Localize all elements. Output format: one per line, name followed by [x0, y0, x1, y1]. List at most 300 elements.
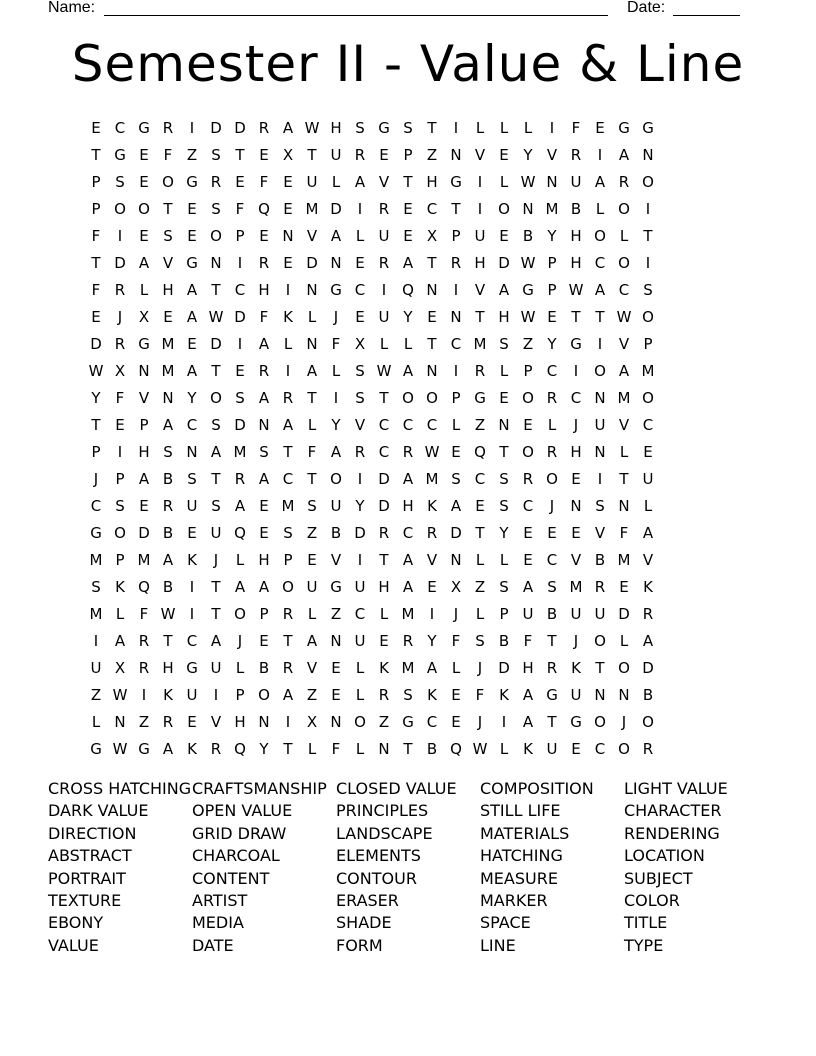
grid-letter: O — [210, 388, 222, 407]
name-blank — [104, 15, 608, 16]
grid-letter: P — [139, 415, 149, 434]
grid-letter: E — [523, 415, 533, 434]
grid-letter: H — [258, 280, 270, 299]
grid-letter: L — [619, 442, 629, 461]
grid-letter: U — [594, 604, 606, 623]
grid-letter: Q — [450, 739, 462, 758]
grid-letter: R — [138, 631, 150, 650]
grid-letter: C — [90, 496, 102, 515]
grid-letter: J — [477, 712, 483, 731]
date-blank — [673, 15, 740, 16]
grid-letter: O — [114, 199, 126, 218]
grid-letter: B — [594, 550, 606, 569]
grid-letter: I — [141, 685, 147, 704]
grid-letter: N — [426, 361, 438, 380]
grid-letter: A — [642, 523, 654, 542]
word-list-item: CLOSED VALUE — [336, 779, 457, 798]
grid-letter: U — [330, 145, 342, 164]
grid-letter: V — [618, 415, 630, 434]
grid-letter: T — [283, 631, 293, 650]
grid-letter: U — [378, 226, 390, 245]
grid-letter: S — [187, 469, 197, 488]
grid-letter: U — [210, 658, 222, 677]
grid-letter: E — [379, 631, 389, 650]
grid-letter: E — [283, 253, 293, 272]
letter-grid — [84, 114, 732, 762]
grid-letter: F — [523, 631, 533, 650]
grid-letter: J — [237, 631, 243, 650]
grid-letter: V — [162, 253, 174, 272]
grid-letter: H — [162, 280, 174, 299]
grid-letter: S — [475, 631, 485, 650]
grid-letter: G — [138, 334, 150, 353]
grid-letter: S — [115, 496, 125, 515]
word-list-item: TYPE — [624, 935, 664, 955]
grid-letter: S — [403, 118, 413, 137]
grid-letter: G — [618, 118, 630, 137]
grid-letter: L — [355, 658, 365, 677]
grid-letter: E — [331, 658, 341, 677]
grid-letter: F — [307, 442, 317, 461]
grid-letter: L — [403, 334, 413, 353]
word-list-item: LIGHT VALUE — [624, 779, 728, 798]
grid-row — [84, 303, 732, 330]
grid-letter: W — [304, 118, 320, 137]
grid-letter: I — [117, 442, 123, 461]
grid-letter: A — [186, 307, 198, 326]
grid-letter: B — [162, 469, 174, 488]
grid-letter: N — [618, 685, 630, 704]
grid-letter: R — [546, 388, 558, 407]
grid-letter: T — [307, 388, 317, 407]
grid-letter: W — [520, 172, 536, 191]
grid-letter: I — [477, 172, 483, 191]
grid-letter: M — [473, 334, 487, 353]
grid-letter: E — [523, 550, 533, 569]
grid-letter: R — [114, 280, 126, 299]
grid-letter: T — [619, 469, 629, 488]
grid-letter: V — [378, 172, 390, 191]
grid-letter: G — [90, 739, 102, 758]
grid-row — [84, 114, 732, 141]
grid-letter: L — [355, 685, 365, 704]
grid-letter: D — [306, 253, 318, 272]
grid-letter: J — [549, 496, 555, 515]
grid-letter: Y — [355, 496, 365, 515]
word-list-item: LINE — [480, 935, 516, 955]
grid-letter: R — [162, 712, 174, 731]
grid-letter: G — [546, 685, 558, 704]
grid-letter: U — [570, 604, 582, 623]
grid-letter: T — [595, 307, 605, 326]
grid-letter: E — [619, 577, 629, 596]
grid-letter: I — [189, 118, 195, 137]
grid-letter: W — [616, 307, 632, 326]
grid-letter: O — [642, 712, 654, 731]
grid-letter: A — [186, 280, 198, 299]
grid-letter: C — [426, 415, 438, 434]
grid-row — [84, 627, 732, 654]
grid-row — [84, 654, 732, 681]
grid-letter: Z — [522, 334, 534, 353]
grid-row — [84, 708, 732, 735]
grid-letter: T — [475, 307, 485, 326]
grid-letter: A — [642, 631, 654, 650]
grid-letter: I — [333, 388, 339, 407]
word-list-item: CONTENT — [192, 868, 270, 888]
page-title: Semester II - Value & Line — [71, 35, 745, 93]
word-list-item: PRINCIPLES — [336, 801, 429, 821]
grid-letter: T — [211, 361, 221, 380]
grid-letter: Q — [234, 739, 246, 758]
grid-letter: E — [163, 307, 173, 326]
grid-letter: E — [427, 577, 437, 596]
grid-letter: O — [618, 253, 630, 272]
grid-letter: I — [597, 469, 603, 488]
grid-letter: A — [306, 631, 318, 650]
grid-letter: O — [642, 307, 654, 326]
grid-letter: V — [546, 145, 558, 164]
grid-letter: B — [330, 523, 342, 542]
grid-letter: I — [501, 712, 507, 731]
grid-letter: H — [474, 253, 486, 272]
grid-letter: Z — [138, 712, 150, 731]
grid-letter: D — [210, 118, 222, 137]
grid-letter: W — [424, 442, 440, 461]
grid-letter: E — [139, 496, 149, 515]
grid-letter: B — [546, 604, 558, 623]
grid-letter: L — [619, 631, 629, 650]
grid-letter: C — [354, 280, 366, 299]
grid-letter: K — [187, 739, 197, 758]
grid-letter: R — [546, 658, 558, 677]
grid-letter: P — [451, 226, 461, 245]
grid-letter: K — [187, 550, 197, 569]
grid-letter: I — [477, 199, 483, 218]
grid-row — [84, 681, 732, 708]
grid-letter: O — [522, 388, 534, 407]
grid-letter: R — [378, 253, 390, 272]
grid-letter: P — [547, 280, 557, 299]
grid-letter: X — [354, 334, 366, 353]
grid-letter: L — [499, 739, 509, 758]
grid-letter: L — [283, 334, 293, 353]
grid-letter: E — [139, 226, 149, 245]
grid-letter: B — [522, 226, 534, 245]
grid-letter: S — [283, 523, 293, 542]
grid-row — [84, 195, 732, 222]
word-list-item: MATERIALS — [480, 823, 570, 843]
grid-row — [84, 519, 732, 546]
grid-letter: F — [619, 523, 629, 542]
grid-letter: L — [355, 226, 365, 245]
grid-row — [84, 735, 732, 762]
grid-letter: U — [330, 496, 342, 515]
grid-letter: N — [450, 145, 462, 164]
grid-letter: E — [259, 631, 269, 650]
grid-letter: D — [450, 523, 462, 542]
grid-letter: C — [426, 199, 438, 218]
grid-letter: M — [233, 442, 247, 461]
grid-letter: T — [283, 442, 293, 461]
grid-letter: N — [210, 253, 222, 272]
grid-letter: N — [162, 388, 174, 407]
grid-letter: E — [259, 145, 269, 164]
grid-letter: T — [643, 226, 653, 245]
grid-letter: R — [450, 253, 462, 272]
grid-letter: L — [139, 280, 149, 299]
grid-letter: T — [595, 658, 605, 677]
grid-letter: Z — [90, 685, 102, 704]
grid-letter: V — [306, 658, 318, 677]
grid-letter: T — [427, 334, 437, 353]
grid-letter: E — [283, 172, 293, 191]
word-list-item: RENDERING — [624, 823, 720, 843]
grid-letter: L — [523, 118, 533, 137]
grid-letter: L — [307, 739, 317, 758]
grid-letter: I — [597, 334, 603, 353]
grid-letter: H — [378, 577, 390, 596]
grid-letter: S — [163, 442, 173, 461]
grid-letter: L — [451, 415, 461, 434]
word-list-item: VALUE — [48, 935, 99, 955]
grid-letter: D — [234, 415, 246, 434]
grid-letter: A — [258, 469, 270, 488]
grid-letter: V — [570, 550, 582, 569]
grid-letter: A — [594, 172, 606, 191]
grid-letter: F — [475, 685, 485, 704]
grid-letter: N — [258, 415, 270, 434]
grid-letter: S — [499, 469, 509, 488]
grid-letter: S — [211, 145, 221, 164]
grid-letter: R — [642, 604, 654, 623]
grid-letter: U — [594, 415, 606, 434]
grid-letter: H — [402, 496, 414, 515]
grid-letter: L — [331, 361, 341, 380]
grid-letter: S — [211, 415, 221, 434]
grid-letter: M — [89, 550, 103, 569]
grid-letter: G — [450, 172, 462, 191]
grid-letter: A — [306, 361, 318, 380]
grid-letter: Q — [402, 280, 414, 299]
grid-letter: N — [498, 415, 510, 434]
grid-letter: R — [378, 685, 390, 704]
grid-letter: O — [594, 361, 606, 380]
grid-letter: I — [453, 361, 459, 380]
grid-row — [84, 411, 732, 438]
grid-letter: A — [282, 118, 294, 137]
grid-letter: G — [330, 280, 342, 299]
grid-letter: N — [114, 712, 126, 731]
grid-row — [84, 573, 732, 600]
grid-letter: N — [522, 199, 534, 218]
grid-letter: D — [378, 469, 390, 488]
grid-letter: A — [498, 280, 510, 299]
grid-letter: T — [499, 442, 509, 461]
word-list-item: FORM — [336, 935, 383, 955]
grid-letter: F — [139, 604, 149, 623]
grid-letter: E — [379, 145, 389, 164]
grid-letter: H — [330, 118, 342, 137]
grid-letter: D — [354, 523, 366, 542]
grid-letter: L — [595, 199, 605, 218]
grid-letter: S — [211, 199, 221, 218]
grid-row — [84, 546, 732, 573]
grid-letter: C — [450, 334, 462, 353]
grid-letter: O — [258, 685, 270, 704]
grid-letter: W — [520, 253, 536, 272]
word-list-item: MEASURE — [480, 868, 558, 888]
grid-letter: V — [474, 145, 486, 164]
grid-row — [84, 249, 732, 276]
grid-letter: E — [307, 550, 317, 569]
grid-letter: G — [570, 712, 582, 731]
grid-letter: I — [117, 226, 123, 245]
grid-letter: C — [594, 739, 606, 758]
grid-letter: S — [499, 496, 509, 515]
grid-letter: D — [642, 658, 654, 677]
grid-letter: Y — [259, 739, 269, 758]
grid-letter: C — [378, 415, 390, 434]
grid-letter: E — [235, 172, 245, 191]
word-list-item: ARTIST — [192, 890, 248, 910]
grid-letter: T — [283, 739, 293, 758]
grid-letter: H — [522, 658, 534, 677]
word-list-item: COLOR — [624, 890, 680, 910]
grid-letter: D — [618, 604, 630, 623]
grid-letter: A — [402, 469, 414, 488]
word-list-item: LANDSCAPE — [336, 823, 433, 843]
date-label: Date: — [627, 0, 666, 16]
grid-letter: M — [137, 550, 151, 569]
grid-letter: R — [618, 172, 630, 191]
grid-letter: P — [403, 145, 413, 164]
name-label: Name: — [48, 0, 96, 16]
grid-letter: K — [379, 658, 389, 677]
grid-letter: R — [522, 469, 534, 488]
grid-letter: M — [281, 496, 295, 515]
grid-letter: G — [378, 118, 390, 137]
grid-letter: A — [186, 361, 198, 380]
grid-letter: E — [187, 712, 197, 731]
grid-letter: X — [450, 577, 462, 596]
grid-letter: S — [595, 496, 605, 515]
grid-letter: A — [234, 577, 246, 596]
grid-letter: O — [138, 199, 150, 218]
grid-letter: R — [138, 658, 150, 677]
grid-letter: B — [498, 631, 510, 650]
grid-letter: I — [453, 118, 459, 137]
grid-row — [84, 384, 732, 411]
grid-letter: O — [618, 739, 630, 758]
grid-letter: R — [162, 496, 174, 515]
grid-letter: R — [258, 253, 270, 272]
grid-letter: N — [306, 280, 318, 299]
grid-letter: N — [450, 307, 462, 326]
word-list-item: CHARCOAL — [192, 846, 280, 866]
grid-letter: N — [546, 172, 558, 191]
grid-letter: O — [594, 226, 606, 245]
grid-letter: E — [595, 118, 605, 137]
grid-letter: G — [138, 118, 150, 137]
grid-letter: N — [330, 253, 342, 272]
grid-letter: C — [546, 361, 558, 380]
grid-letter: Z — [474, 577, 486, 596]
grid-letter: A — [210, 442, 222, 461]
word-list-item: DATE — [192, 935, 234, 955]
grid-letter: L — [499, 172, 509, 191]
grid-letter: I — [189, 604, 195, 623]
grid-letter: O — [114, 523, 126, 542]
grid-letter: M — [617, 550, 631, 569]
grid-row — [84, 438, 732, 465]
grid-letter: G — [522, 280, 534, 299]
grid-letter: N — [570, 496, 582, 515]
grid-letter: T — [427, 253, 437, 272]
grid-letter: N — [330, 712, 342, 731]
grid-letter: A — [114, 631, 126, 650]
grid-letter: A — [426, 658, 438, 677]
grid-letter: H — [258, 550, 270, 569]
grid-letter: I — [573, 361, 579, 380]
grid-letter: T — [547, 712, 557, 731]
grid-letter: P — [547, 253, 557, 272]
grid-letter: I — [189, 577, 195, 596]
grid-letter: U — [642, 469, 654, 488]
grid-letter: E — [139, 145, 149, 164]
grid-letter: S — [499, 577, 509, 596]
grid-letter: L — [91, 712, 101, 731]
grid-letter: L — [379, 604, 389, 623]
grid-letter: E — [139, 172, 149, 191]
grid-letter: T — [379, 550, 389, 569]
grid-letter: C — [546, 550, 558, 569]
grid-letter: L — [307, 307, 317, 326]
grid-letter: A — [234, 496, 246, 515]
grid-letter: A — [162, 415, 174, 434]
word-list-item: HATCHING — [480, 846, 563, 866]
grid-letter: A — [282, 685, 294, 704]
grid-letter: N — [258, 712, 270, 731]
grid-letter: I — [285, 280, 291, 299]
grid-letter: A — [594, 280, 606, 299]
grid-letter: M — [569, 577, 583, 596]
grid-letter: E — [259, 523, 269, 542]
grid-letter: E — [547, 523, 557, 542]
grid-letter: K — [427, 496, 437, 515]
grid-letter: B — [162, 577, 174, 596]
grid-letter: T — [451, 199, 461, 218]
grid-letter: C — [354, 604, 366, 623]
grid-letter: L — [235, 658, 245, 677]
grid-letter: J — [477, 658, 483, 677]
grid-letter: C — [234, 280, 246, 299]
grid-letter: E — [187, 226, 197, 245]
grid-letter: F — [331, 334, 341, 353]
grid-letter: T — [307, 145, 317, 164]
grid-letter: G — [90, 523, 102, 542]
grid-letter: U — [186, 496, 198, 515]
grid-letter: T — [475, 523, 485, 542]
grid-letter: V — [474, 280, 486, 299]
grid-letter: O — [618, 199, 630, 218]
word-list-item: COMPOSITION — [480, 779, 594, 798]
grid-letter: E — [427, 307, 437, 326]
grid-row — [84, 141, 732, 168]
grid-letter: L — [499, 361, 509, 380]
grid-letter: B — [642, 685, 654, 704]
grid-letter: R — [210, 172, 222, 191]
